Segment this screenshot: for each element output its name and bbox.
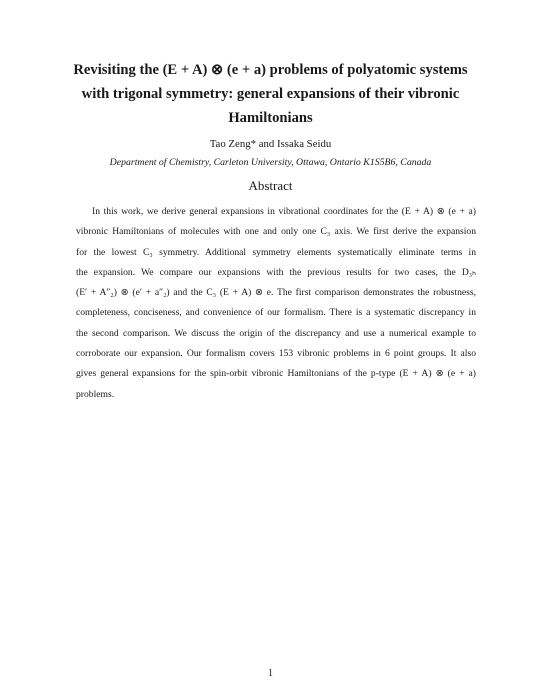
abstract-line: completeness, conciseness, and convenience of our formalism. There is a systematic discrepancy in — [76, 307, 476, 319]
affiliation: Department of Chemistry, Carleton University, Ottawa, Ontario K1S5B6, Canada — [109, 157, 432, 168]
abstract-line: for the lowest C₃ symmetry. Additional symmetry elements systematically eliminate terms in — [76, 246, 476, 258]
abstract-line: vibronic Hamiltonians of molecules with one and only one C₃ axis. We first derive the expansion — [76, 226, 476, 238]
abstract-heading: Abstract — [248, 178, 293, 193]
abstract-line: gives general expansions for the spin-orbit vibronic Hamiltonians of the p-type (E + A) ⊗ (e + a) — [76, 368, 476, 380]
page-number: 1 — [268, 668, 273, 679]
title-line: with trigonal symmetry: general expansions of their vibronic — [81, 86, 460, 102]
abstract-line: the second comparison. We discuss the origin of the discrepancy and use a numerical example to — [76, 327, 476, 339]
paper-title — [40, 58, 501, 130]
abstract-line: problems. — [76, 388, 115, 400]
abstract-line: In this work, we derive general expansions in vibrational coordinates for the (E + A) ⊗ (e + a) — [92, 206, 476, 217]
abstract-body — [76, 202, 476, 405]
title-line: Revisiting the (E + A) ⊗ (e + a) problems of polyatomic systems — [73, 62, 468, 78]
abstract-line: (E′ + A″₂) ⊗ (e′ + a″₂) and the C₃ (E + A) ⊗ e. The first comparison demonstrates the robustness, — [76, 287, 476, 299]
title-line: Hamiltonians — [228, 110, 313, 126]
authors: Tao Zeng* and Issaka Seidu — [209, 138, 332, 150]
abstract-line: corroborate our expansion. Our formalism covers 153 vibronic problems in 6 point groups. It also — [76, 348, 476, 360]
abstract-line: the expansion. We compare our expansions with the previous results for two cases, the D₃ₕ — [76, 266, 476, 278]
